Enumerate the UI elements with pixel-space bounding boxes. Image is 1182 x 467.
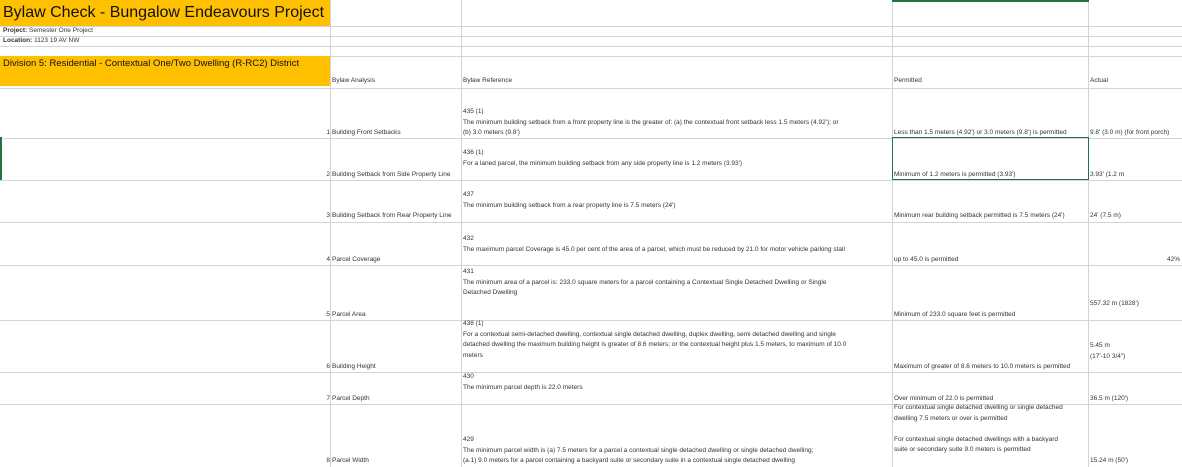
actual-cell[interactable] [1090, 341, 1125, 362]
reference-cell[interactable] [463, 234, 845, 255]
reference-line: The minimum building setback from a front property line is the greater of: (a) the contextual front setback less 1.5 meters (4.92'); or [463, 118, 839, 126]
reference-line: The minimum area of a parcel is: 233.0 square meters for a parcel containing a Contextual Single Detached Dwelling or Single [463, 278, 827, 286]
permitted-line: dwelling 7.5 meters or over is permitted [894, 414, 1008, 422]
reference-line: 430 [463, 373, 474, 380]
reference-line: 436 (1) [463, 149, 484, 156]
header-bylaw-reference[interactable]: Bylaw Reference [463, 77, 513, 84]
row-number: 1 [326, 129, 330, 136]
actual-cell[interactable]: 36.5 m (120') [1090, 395, 1129, 402]
row-number: 5 [326, 311, 330, 318]
reference-line: 435 (1) [463, 108, 484, 115]
reference-line: The minimum parcel width is (a) 7.5 meters for a parcel a contextual single detached dwelling or single detached dwelling; [463, 446, 814, 454]
actual-line: (17'-10 3/4") [1090, 352, 1126, 360]
header-actual[interactable]: Actual [1090, 77, 1109, 84]
permitted-cell[interactable] [894, 403, 1063, 456]
location-value: 1123 19 AV NW [34, 37, 80, 44]
location-label: Location: [3, 37, 33, 44]
reference-cell[interactable] [463, 148, 742, 169]
permitted-line: suite or secondary suite 9.0 meters is permitted [894, 446, 1031, 453]
analysis-cell[interactable]: Parcel Depth [332, 395, 370, 402]
row-number: 6 [326, 363, 330, 370]
actual-line: 5.45 m [1090, 342, 1110, 349]
analysis-cell[interactable]: Parcel Area [332, 311, 366, 318]
reference-cell[interactable] [463, 267, 826, 299]
analysis-cell[interactable]: Building Height [332, 363, 376, 370]
grid-line [0, 265, 1182, 266]
grid-line [892, 0, 893, 467]
reference-cell[interactable] [463, 435, 813, 467]
reference-line: detached dwelling the maximum building height is greater of 8.6 meters; or the contextual height plus 1.5 meters, to maximum of 10.0 [463, 341, 847, 348]
analysis-cell[interactable]: Building Front Setbacks [332, 129, 401, 136]
actual-cell[interactable]: 557.32 m (1828') [1090, 300, 1139, 307]
reference-line: (a.1) 9.0 meters for a parcel containing a backyard suite or secondary suite in a contextual single detached dwelling [463, 457, 796, 464]
sheet-title[interactable]: Bylaw Check - Bungalow Endeavours Project [0, 0, 330, 26]
division-heading[interactable]: Division 5: Residential - Contextual One/Two Dwelling (R-RC2) District [0, 56, 330, 86]
header-permitted[interactable]: Permitted [894, 77, 922, 84]
permitted-cell[interactable]: Minimum of 1.2 meters is permitted (3.93') [894, 171, 1016, 178]
actual-cell[interactable]: 3.93' (1.2 m [1090, 171, 1125, 178]
grid-line [0, 46, 1182, 47]
reference-line: 438 (1) [463, 320, 484, 327]
grid-line [0, 222, 1182, 223]
row-number: 2 [326, 171, 330, 178]
grid-line [1088, 0, 1089, 467]
reference-line: For a laned parcel, the minimum building setback from any side property line is 1.2 meters (3.93') [463, 159, 743, 167]
permitted-cell[interactable]: Over minimum of 22.0 is permitted [894, 395, 994, 402]
reference-line: (b) 3.0 meters (9.8') [463, 129, 520, 136]
permitted-line [894, 424, 1063, 435]
permitted-cell[interactable]: Maximum of greater of 8.6 meters to 10.0 meters is permitted [894, 363, 1071, 370]
grid-line [461, 0, 462, 467]
analysis-cell[interactable]: Building Setback from Rear Property Line [332, 212, 452, 219]
permitted-cell[interactable]: Minimum of 233.0 square feet is permitted [894, 311, 1016, 318]
analysis-cell[interactable]: Parcel Coverage [332, 256, 381, 263]
analysis-cell[interactable]: Parcel Width [332, 457, 369, 464]
permitted-line: For contextual single detached dwellings with a backyard [894, 435, 1059, 443]
reference-line: The minimum parcel depth is 22.0 meters [463, 383, 583, 391]
permitted-cell[interactable]: Minimum rear building setback permitted is 7.5 meters (24') [894, 212, 1065, 219]
reference-cell[interactable] [463, 319, 846, 361]
row-number: 8 [326, 457, 330, 464]
location-line[interactable] [3, 36, 79, 47]
permitted-line: For contextual single detached dwelling or single detached [894, 404, 1063, 411]
reference-line: For a contextual semi-detached dwelling, contextual single detached dwelling, duplex dwelling, semi detached dwelling and single [463, 330, 836, 338]
actual-cell[interactable]: 24' (7.5 m) [1090, 212, 1121, 219]
reference-cell[interactable] [463, 190, 676, 211]
reference-line: 429 [463, 436, 474, 443]
grid-line [0, 88, 1182, 89]
project-label: Project: [3, 27, 28, 34]
reference-line: The maximum parcel Coverage is 45.0 per cent of the area of a parcel, which must be reduced by 21.0 for motor vehicle parking stall [463, 245, 845, 253]
project-value: Semester One Project [29, 27, 93, 34]
row-number: 3 [326, 212, 330, 219]
analysis-cell[interactable]: Building Setback from Side Property Line [332, 171, 451, 178]
permitted-cell[interactable]: Less than 1.5 meters (4.92') or 3.0 meters (9.8') is permitted [894, 129, 1067, 136]
actual-cell[interactable]: 9.8' (3.0 m) (for front porch) [1090, 129, 1170, 136]
grid-line [0, 36, 1182, 37]
reference-line: 432 [463, 235, 474, 242]
grid-line [330, 0, 331, 467]
grid-line [0, 26, 1182, 27]
selection-outline-top [892, 0, 1089, 2]
permitted-cell[interactable]: up to 45.0 is permitted [894, 256, 959, 263]
reference-line: meters [463, 351, 483, 359]
project-line[interactable] [3, 26, 93, 37]
row-number: 7 [326, 395, 330, 402]
header-bylaw-analysis[interactable]: Bylaw Analysis [332, 77, 375, 84]
reference-line: Detached Dwelling [463, 289, 518, 296]
reference-cell[interactable] [463, 372, 583, 393]
row-number: 4 [326, 256, 330, 263]
reference-line: 431 [463, 268, 474, 275]
reference-cell[interactable] [463, 107, 839, 139]
reference-line: The minimum building setback from a rear property line is 7.5 meters (24') [463, 201, 676, 209]
actual-cell[interactable]: 15.24 m (50') [1090, 457, 1129, 464]
reference-line: 437 [463, 191, 474, 198]
selection-outline-left [0, 137, 2, 180]
actual-cell[interactable]: 42% [1166, 256, 1180, 263]
